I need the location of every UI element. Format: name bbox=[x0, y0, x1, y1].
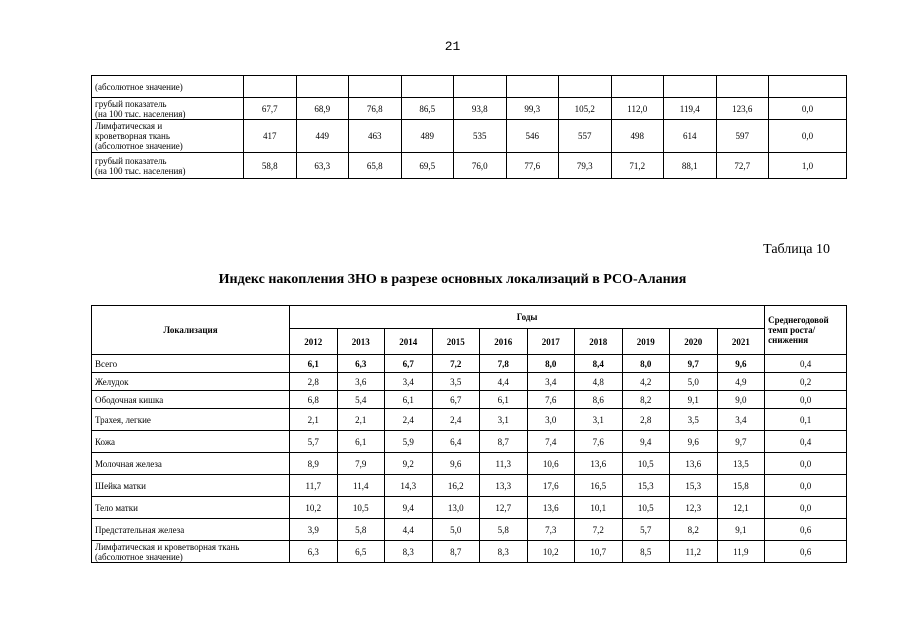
table-cell: 13,5 bbox=[717, 453, 765, 475]
table-cell: 8,6 bbox=[575, 391, 623, 409]
table-cell: 13,3 bbox=[480, 475, 528, 497]
table-cell bbox=[506, 76, 559, 98]
table-cell: 68,9 bbox=[296, 98, 349, 120]
page-number: 21 bbox=[444, 39, 461, 54]
table-cell: 93,8 bbox=[454, 98, 507, 120]
table-cell bbox=[296, 76, 349, 98]
table-cell: 3,1 bbox=[575, 409, 623, 431]
table-cell: 0,0 bbox=[769, 120, 847, 153]
table-cell: 77,6 bbox=[506, 153, 559, 179]
table-cell: 9,7 bbox=[670, 355, 718, 373]
table-cell: 9,7 bbox=[717, 431, 765, 453]
table-cell: 9,6 bbox=[432, 453, 480, 475]
rate-cell: 0,6 bbox=[765, 541, 847, 563]
table-cell: 8,3 bbox=[480, 541, 528, 563]
table-cell: 3,9 bbox=[290, 519, 338, 541]
table-cell: 614 bbox=[664, 120, 717, 153]
table-cell: 10,5 bbox=[337, 497, 385, 519]
header-localization: Локализация bbox=[92, 306, 290, 355]
row-label: грубый показатель (на 100 тыс. населения) bbox=[92, 98, 244, 120]
table-row bbox=[92, 76, 847, 98]
table-cell: 2,1 bbox=[337, 409, 385, 431]
table-cell: 9,6 bbox=[670, 431, 718, 453]
table-row bbox=[92, 355, 847, 373]
table-cell: 4,2 bbox=[622, 373, 670, 391]
table-cell bbox=[769, 76, 847, 98]
table-cell: 16,5 bbox=[575, 475, 623, 497]
row-label: Ободочная кишка bbox=[92, 391, 290, 409]
accumulation-index-table bbox=[91, 305, 847, 563]
year-header: 2020 bbox=[670, 329, 718, 355]
row-label: Всего bbox=[92, 355, 290, 373]
table-cell: 5,7 bbox=[290, 431, 338, 453]
table-cell: 10,6 bbox=[527, 453, 575, 475]
table-cell: 112,0 bbox=[611, 98, 664, 120]
table-cell: 6,5 bbox=[337, 541, 385, 563]
table-cell: 4,9 bbox=[717, 373, 765, 391]
year-header: 2017 bbox=[527, 329, 575, 355]
year-header: 2013 bbox=[337, 329, 385, 355]
table-cell: 15,3 bbox=[670, 475, 718, 497]
table-cell: 76,8 bbox=[349, 98, 402, 120]
table-cell: 3,0 bbox=[527, 409, 575, 431]
row-label: Трахея, легкие bbox=[92, 409, 290, 431]
table-cell: 7,2 bbox=[575, 519, 623, 541]
table-cell: 449 bbox=[296, 120, 349, 153]
table-cell: 12,1 bbox=[717, 497, 765, 519]
continuation-table bbox=[91, 75, 847, 179]
table-cell: 12,7 bbox=[480, 497, 528, 519]
table-cell: 5,9 bbox=[385, 431, 433, 453]
table-cell: 6,3 bbox=[290, 541, 338, 563]
table-cell: 5,8 bbox=[480, 519, 528, 541]
table-cell: 11,9 bbox=[717, 541, 765, 563]
rate-cell: 0,0 bbox=[765, 391, 847, 409]
table-cell: 2,8 bbox=[290, 373, 338, 391]
table-cell: 6,1 bbox=[385, 391, 433, 409]
table-cell: 8,7 bbox=[480, 431, 528, 453]
table-cell: 2,4 bbox=[385, 409, 433, 431]
table-cell: 5,0 bbox=[670, 373, 718, 391]
table-cell: 11,3 bbox=[480, 453, 528, 475]
row-label: Шейка матки bbox=[92, 475, 290, 497]
row-label: грубый показатель (на 100 тыс. населения) bbox=[92, 153, 244, 179]
table-cell: 119,4 bbox=[664, 98, 717, 120]
table-row bbox=[92, 497, 847, 519]
table-cell: 3,5 bbox=[670, 409, 718, 431]
table-cell: 1,0 bbox=[769, 153, 847, 179]
year-header: 2018 bbox=[575, 329, 623, 355]
table-cell bbox=[716, 76, 769, 98]
table-cell: 7,6 bbox=[527, 391, 575, 409]
table-cell: 489 bbox=[401, 120, 454, 153]
row-label: Желудок bbox=[92, 373, 290, 391]
table-cell: 417 bbox=[244, 120, 297, 153]
table-cell: 597 bbox=[716, 120, 769, 153]
table-cell: 69,5 bbox=[401, 153, 454, 179]
table-cell: 13,6 bbox=[575, 453, 623, 475]
table-cell: 86,5 bbox=[401, 98, 454, 120]
table-cell: 0,0 bbox=[769, 98, 847, 120]
table-cell bbox=[454, 76, 507, 98]
table-row bbox=[92, 541, 847, 563]
table-cell: 2,4 bbox=[432, 409, 480, 431]
table-cell: 4,4 bbox=[385, 519, 433, 541]
table-cell: 6,4 bbox=[432, 431, 480, 453]
table-cell: 3,4 bbox=[527, 373, 575, 391]
table-cell: 71,2 bbox=[611, 153, 664, 179]
rate-cell: 0,0 bbox=[765, 497, 847, 519]
table-cell: 9,2 bbox=[385, 453, 433, 475]
table-cell: 3,1 bbox=[480, 409, 528, 431]
year-header: 2015 bbox=[432, 329, 480, 355]
table-cell: 6,1 bbox=[290, 355, 338, 373]
table-cell: 8,2 bbox=[622, 391, 670, 409]
table-cell: 13,6 bbox=[670, 453, 718, 475]
table-cell: 8,3 bbox=[385, 541, 433, 563]
table-cell: 5,7 bbox=[622, 519, 670, 541]
table-cell: 11,4 bbox=[337, 475, 385, 497]
table-cell: 11,7 bbox=[290, 475, 338, 497]
table-row bbox=[92, 475, 847, 497]
table-cell: 10,2 bbox=[527, 541, 575, 563]
table-cell: 17,6 bbox=[527, 475, 575, 497]
table-cell: 65,8 bbox=[349, 153, 402, 179]
table-cell: 58,8 bbox=[244, 153, 297, 179]
table-cell: 63,3 bbox=[296, 153, 349, 179]
year-header: 2012 bbox=[290, 329, 338, 355]
rate-cell: 0,2 bbox=[765, 373, 847, 391]
table-row bbox=[92, 409, 847, 431]
table-row bbox=[92, 453, 847, 475]
table-cell: 3,6 bbox=[337, 373, 385, 391]
table-number: Таблица 10 bbox=[763, 242, 830, 257]
table-cell: 8,7 bbox=[432, 541, 480, 563]
rate-cell: 0,0 bbox=[765, 453, 847, 475]
rate-cell: 0,1 bbox=[765, 409, 847, 431]
table-cell: 9,6 bbox=[717, 355, 765, 373]
header-years: Годы bbox=[290, 306, 765, 329]
table-cell: 7,6 bbox=[575, 431, 623, 453]
table-cell bbox=[349, 76, 402, 98]
table-cell: 10,2 bbox=[290, 497, 338, 519]
table-cell: 3,4 bbox=[717, 409, 765, 431]
table-cell: 7,9 bbox=[337, 453, 385, 475]
table-cell: 6,1 bbox=[480, 391, 528, 409]
rate-cell: 0,0 bbox=[765, 475, 847, 497]
table-cell: 6,1 bbox=[337, 431, 385, 453]
row-label: Предстательная железа bbox=[92, 519, 290, 541]
table-row bbox=[92, 391, 847, 409]
table-cell: 7,4 bbox=[527, 431, 575, 453]
table-row bbox=[92, 431, 847, 453]
table-cell: 16,2 bbox=[432, 475, 480, 497]
table-cell: 9,0 bbox=[717, 391, 765, 409]
table-cell bbox=[244, 76, 297, 98]
table-cell: 9,4 bbox=[385, 497, 433, 519]
table-cell: 10,5 bbox=[622, 453, 670, 475]
table-cell: 10,5 bbox=[622, 497, 670, 519]
table-cell: 9,1 bbox=[670, 391, 718, 409]
table-cell bbox=[559, 76, 612, 98]
table-cell: 72,7 bbox=[716, 153, 769, 179]
table-cell bbox=[401, 76, 454, 98]
year-header: 2021 bbox=[717, 329, 765, 355]
table-cell: 2,8 bbox=[622, 409, 670, 431]
row-label: Кожа bbox=[92, 431, 290, 453]
table-cell: 14,3 bbox=[385, 475, 433, 497]
year-header: 2016 bbox=[480, 329, 528, 355]
table-cell: 6,7 bbox=[385, 355, 433, 373]
table-cell: 7,8 bbox=[480, 355, 528, 373]
table-cell: 7,3 bbox=[527, 519, 575, 541]
table-cell: 8,2 bbox=[670, 519, 718, 541]
rate-cell: 0,4 bbox=[765, 431, 847, 453]
table-cell: 10,7 bbox=[575, 541, 623, 563]
rate-cell: 0,4 bbox=[765, 355, 847, 373]
table-cell: 123,6 bbox=[716, 98, 769, 120]
table-cell: 8,0 bbox=[527, 355, 575, 373]
table-row bbox=[92, 153, 847, 179]
table-cell: 8,0 bbox=[622, 355, 670, 373]
table-row bbox=[92, 98, 847, 120]
table-cell: 3,5 bbox=[432, 373, 480, 391]
table-row bbox=[92, 519, 847, 541]
table-cell: 6,7 bbox=[432, 391, 480, 409]
table-cell bbox=[664, 76, 717, 98]
table-cell: 5,8 bbox=[337, 519, 385, 541]
row-label: (абсолютное значение) bbox=[92, 76, 244, 98]
table-cell: 8,9 bbox=[290, 453, 338, 475]
table-cell: 99,3 bbox=[506, 98, 559, 120]
table-cell: 9,1 bbox=[717, 519, 765, 541]
table-cell: 9,4 bbox=[622, 431, 670, 453]
table-row bbox=[92, 373, 847, 391]
table-cell: 7,2 bbox=[432, 355, 480, 373]
table-cell: 11,2 bbox=[670, 541, 718, 563]
table-cell: 10,1 bbox=[575, 497, 623, 519]
row-label: Молочная железа bbox=[92, 453, 290, 475]
row-label: Лимфатическая и кроветворная ткань (абсолютное значение) bbox=[92, 120, 244, 153]
row-label: Тело матки bbox=[92, 497, 290, 519]
table-cell: 5,0 bbox=[432, 519, 480, 541]
table-cell: 6,8 bbox=[290, 391, 338, 409]
year-header: 2014 bbox=[385, 329, 433, 355]
table-cell: 5,4 bbox=[337, 391, 385, 409]
row-label: Лимфатическая и кроветворная ткань (абсолютное значение) bbox=[92, 541, 290, 563]
table-cell: 88,1 bbox=[664, 153, 717, 179]
table-cell: 13,0 bbox=[432, 497, 480, 519]
year-header: 2019 bbox=[622, 329, 670, 355]
table-cell: 8,5 bbox=[622, 541, 670, 563]
table-cell bbox=[611, 76, 664, 98]
table-cell: 6,3 bbox=[337, 355, 385, 373]
table-cell: 67,7 bbox=[244, 98, 297, 120]
table-cell: 76,0 bbox=[454, 153, 507, 179]
table-title: Индекс накопления ЗНО в разрезе основных локализаций в РСО-Алания bbox=[218, 272, 687, 287]
table-cell: 105,2 bbox=[559, 98, 612, 120]
table-cell: 3,4 bbox=[385, 373, 433, 391]
table-row bbox=[92, 120, 847, 153]
table-cell: 15,8 bbox=[717, 475, 765, 497]
table-cell: 13,6 bbox=[527, 497, 575, 519]
table-cell: 557 bbox=[559, 120, 612, 153]
table-cell: 463 bbox=[349, 120, 402, 153]
table-cell: 15,3 bbox=[622, 475, 670, 497]
table-cell: 535 bbox=[454, 120, 507, 153]
table-cell: 4,8 bbox=[575, 373, 623, 391]
rate-cell: 0,6 bbox=[765, 519, 847, 541]
table-cell: 12,3 bbox=[670, 497, 718, 519]
table-cell: 498 bbox=[611, 120, 664, 153]
header-rate: Среднегодовой темп роста/ снижения bbox=[765, 306, 847, 355]
table-cell: 79,3 bbox=[559, 153, 612, 179]
table-cell: 8,4 bbox=[575, 355, 623, 373]
table-cell: 4,4 bbox=[480, 373, 528, 391]
table-cell: 2,1 bbox=[290, 409, 338, 431]
table-cell: 546 bbox=[506, 120, 559, 153]
